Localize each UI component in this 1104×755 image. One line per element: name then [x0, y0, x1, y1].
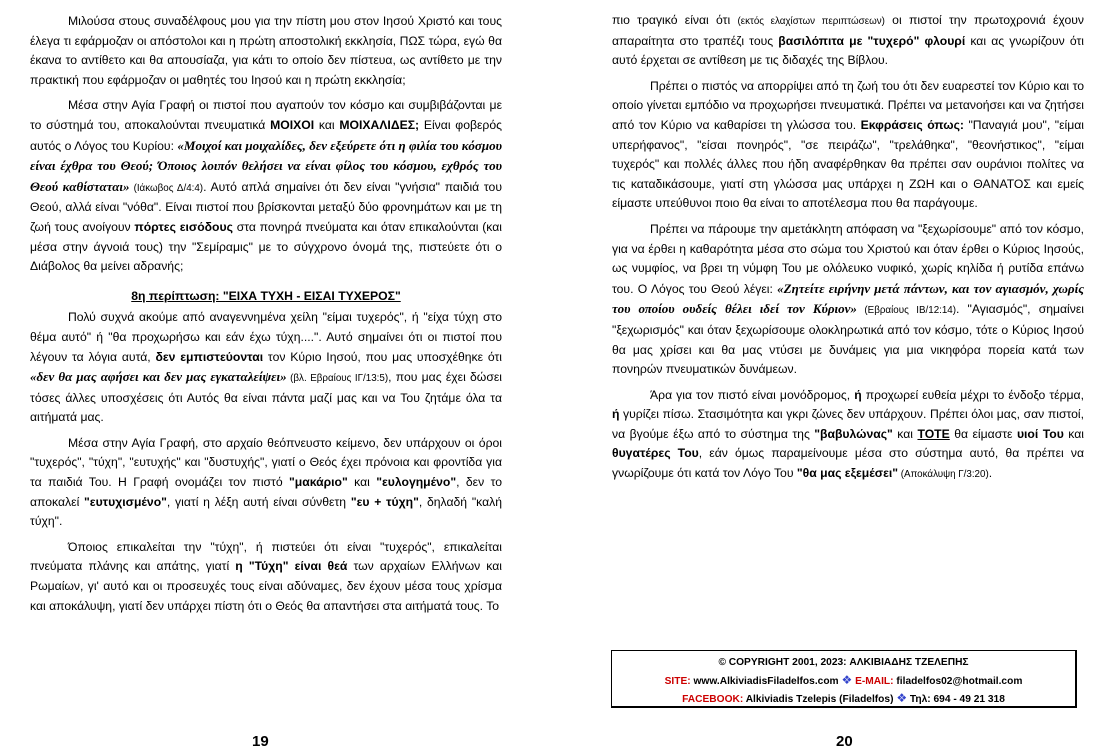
bold-text: "μακάριο": [289, 475, 348, 490]
paragraph-2: [612, 77, 1084, 214]
paragraph-4: [30, 434, 502, 532]
text: οι πιστοί την πρωτοχρονιά έχουν απαραίτητα στο τραπέζι τους: [612, 13, 1084, 48]
text: . Αυτό απλά σημαίνει ότι δεν είναι "γνήσια" παιδιά του Θεού, αλλά είναι "νόθα". Είναι πιστοί που βρίσκονται μεταξύ δύο φρονημάτων και με τη ζωή τους ανοίγουν: [30, 179, 502, 234]
text: στα πονηρά πνεύματα και όταν επικαλούνται (και μέσα στην άγνοιά τους) την "Σεμίραμις" με το σύγχρονο όνομά της, πιστεύετε ότι ο Διάβολος θα μείνει αδρανής;: [30, 219, 502, 274]
social-line: [612, 690, 1075, 709]
diamond-bullet-icon: ❖: [841, 672, 853, 687]
small-text: (εκτός ελαχίστων περιπτώσεων): [737, 16, 885, 27]
scripture-reference: (Αποκάλυψη Γ/3:20): [898, 469, 989, 481]
text: Πρέπει να πάρουμε την αμετάκλητη απόφαση να "ξεχωρίσουμε" από τον κόσμο, για να έρθει η καθαρότητα μέσα στο σώμα του Χριστού και όταν έρθει ο Κύριος Ιησούς, ως νυμφίος, να βρει τη νύμφη Του με ολόλευκο νυφικό, χωρίς κηλίδα ή ρυτίδα επάνω του. Ο Λόγος του Θεού λέγει:: [612, 221, 1084, 296]
email-link[interactable]: filadelfos02@hotmail.com: [896, 675, 1023, 687]
bold-text: "ευ + τύχη": [350, 494, 419, 509]
site-label: SITE:: [664, 675, 691, 687]
scripture-reference: (Ιάκωβος Δ/4:4): [129, 182, 204, 194]
text: και: [892, 426, 918, 441]
paragraph-3: [30, 308, 502, 428]
text: , που μας έχει δώσει τόσες άλλες υποσχέσεις ότι Αυτός θα είναι πάντα μαζί μας και να Του ζητάμε όλα τα αιτήματά μας.: [30, 370, 502, 425]
bold-text: "ευτυχισμένο": [84, 494, 167, 509]
right-page: [612, 11, 1084, 485]
text: , δηλαδή "καλή τύχη".: [30, 494, 503, 529]
text: Πολύ συχνά ακούμε από αναγεννημένα χείλη "είμαι τυχερός", ή "είχα τύχη στο θέμα αυτό" ή "θα προχωρήσω και εάν έχω τύχη....". Αυτό σημαίνει ότι οι πιστοί που λέγουν τα λόγια αυτά,: [30, 310, 502, 364]
paragraph-2: [30, 96, 502, 276]
bold-text: βασιλόπιτα με "τυχερό" φλουρί: [778, 33, 966, 48]
text: και ας γνωρίζουν ότι αυτό έρχεται σε αντίθεση με τις διδαχές της Βίβλου.: [612, 33, 1084, 68]
bold-text: υιοί Του: [1016, 426, 1064, 441]
bold-text: "θα μας εξεμέσει": [796, 466, 899, 481]
text: γυρίζει πίσω. Στασιμότητα και γκρι ζώνες δεν υπάρχουν. Πρέπει όλοι μας, σαν πιστοί, να βγούμε έξω από το σύστημα της: [612, 407, 1084, 441]
scripture-reference: (Εβραίους ΙΒ/12:14): [856, 305, 957, 317]
copyright-box: [611, 650, 1077, 708]
text: , γιατί η λέξη αυτή είναι σύνθετη: [166, 494, 351, 509]
text: Όποιος επικαλείται την "τύχη", ή πιστεύει ότι είναι "τυχερός", επικαλείται πνεύματα πλάνης και απάτης, γιατί: [30, 539, 502, 574]
bold-text: ΜΟΙΧΟΙ: [270, 117, 315, 132]
page-number: 19: [252, 733, 269, 750]
text: "Παναγιά μου", "είμαι υπερήφανος", "είσαι πονηρός", "σε πειράζω", "τρελάθηκα", "θεονήστικος", "είμαι τυχερός" και πολλές άλλες που ήδη αναφέρθηκαν θα πρέπει σαν ουράνιοι πολίτες να τις καταδικάσουμε, γιατί στη γλώσσα μας υπάρχει η ΖΩΗ και ο ΘΑΝΑΤΟΣ και εμείς είμαστε υπεύθυνοι ποιο θα είναι το αποτέλεσμα που θα παράγουμε.: [612, 117, 1084, 211]
text: , δεν το αποκαλεί: [30, 475, 502, 509]
text: θα είμαστε: [949, 426, 1017, 441]
text: τον Κύριο Ιησού, που μας υποσχέθηκε ότι: [263, 349, 502, 364]
paragraph-continuation: [612, 11, 1084, 71]
copyright-line: © COPYRIGHT 2001, 2023: ΑΛΚΙΒΙΑΔΗΣ ΤΖΕΛΕΠΗΣ: [718, 657, 969, 668]
text: Μέσα στην Αγία Γραφή οι πιστοί που αγαπούν τον κόσμο και συμβιβάζονται με το σύστημά του, αποκαλούνται πνευματικά: [30, 98, 502, 132]
text: Άρα για τον πιστό είναι μονόδρομος,: [650, 387, 855, 402]
facebook-link[interactable]: Alkiviadis Tzelepis (Filadelfos): [745, 694, 894, 705]
paragraph-3: [612, 220, 1084, 380]
section-heading: 8η περίπτωση: "ΕΙΧΑ ΤΥΧΗ - ΕΙΣΑΙ ΤΥΧΕΡΟΣ": [131, 288, 401, 303]
text: Μέσα στην Αγία Γραφή, στο αρχαίο θεόπνευστο κείμενο, δεν υπάρχουν οι όροι "τυχερός", "τύχη", "ευτυχής" και "δυστυχής", γιατί ο Θεός έχει πρόνοια και φροντίδα για τα παιδιά Του. Η Γραφή ονομάζει τον πιστό: [30, 435, 502, 490]
paragraph-1: Μιλούσα στους συναδέλφους μου για την πίστη μου στον Ιησού Χριστό και τους έλεγα τι εφάρμοζαν οι απόστολοι και η πρώτη αποστολική εκκλησία, ΠΩΣ τώρα, εγώ θα έκανα το αντίθετο και θα απουσίαζα, για κάτι το οποίο δεν πίστευα, ως αντίθετο με την πρακτική που εφάρμοζαν οι μαθητές του Ιησού και η πρώτη εκκλησία;: [30, 14, 502, 87]
text: και: [347, 475, 377, 490]
bold-text: "ευλογημένο": [376, 475, 457, 490]
diamond-bullet-icon: ❖: [896, 691, 908, 705]
text: και: [314, 117, 340, 132]
facebook-label: FACEBOOK:: [682, 694, 744, 705]
scripture-quote: «Ζητείτε ειρήνην μετά πάντων, και τον αγιασμόν, χωρίς του οποίου ουδείς θέλει ιδεί τον Κύριον»: [612, 280, 1084, 317]
text: πιο τραγικό είναι ότι: [612, 13, 738, 27]
text: προχωρεί ευθεία μέχρι το ένδοξο τέρμα,: [861, 387, 1084, 402]
bold-text: ή: [612, 407, 620, 422]
scripture-reference: (βλ. Εβραίους ΙΓ/13:5): [286, 373, 389, 385]
scripture-quote: «Μοιχοί και μοιχαλίδες, δεν εξεύρετε ότι η φιλία του κόσμου είναι έχθρα του Θεού; Όποιος λοιπόν θελήσει να είναι φίλος του κόσμου, εχθρός του Θεού καθίσταται»: [30, 137, 503, 194]
phone-number: Τηλ: 694 - 49 21 318: [909, 694, 1005, 705]
site-link[interactable]: www.AlkiviadisFiladelfos.com: [693, 675, 839, 687]
text: , εάν όμως παραμείνουμε μέσα στο σύστημα αυτό, θα πρέπει να γνωρίζουμε ότι κατά τον Λόγο Του: [612, 446, 1084, 481]
bold-text: ΜΟΙΧΑΛΙΔΕΣ;: [339, 117, 420, 132]
bold-text: ή: [854, 387, 862, 402]
bold-text: θυγατέρες Του: [612, 446, 699, 461]
paragraph-5: [30, 538, 502, 616]
bold-text: Εκφράσεις όπως:: [860, 117, 964, 132]
bold-text: πόρτες εισόδους: [134, 219, 233, 234]
text: Είναι φοβερός αυτός ο Λόγος του Κυρίου:: [30, 117, 502, 153]
text: και: [1063, 426, 1084, 441]
text: .: [988, 466, 993, 481]
text: των αρχαίων Ελλήνων και Ρωμαίων, γι' αυτό και οι προσευχές τους είναι αδύναμες, δεν έχουν μέσα τους χρίσμα και αποκάλυψη, γιατί δεν υπάρχει πίστη ότι ο Θεός θα απαντήσει στα αιτήματά τους. Το: [30, 559, 502, 613]
left-page: [30, 12, 502, 616]
page-number: 20: [836, 733, 853, 750]
bold-text: δεν εμπιστεύονται: [155, 349, 264, 364]
bold-text: η "Τύχη" είναι θεά: [235, 559, 348, 574]
bold-text: "βαβυλώνας": [814, 426, 893, 441]
text: Πρέπει ο πιστός να απορρίψει από τη ζωή του ότι δεν ευαρεστεί τον Κύριο και το οποίο γίνεται εμπόδιο να προχωρήσει πνευματικά. Πρέπει να μετανοήσει και να ζητήσει από τον Κύριο να καθαρίσει τη γλώσσα του.: [612, 78, 1084, 132]
contact-line: [612, 672, 1075, 691]
email-label: E-MAIL:: [855, 675, 894, 687]
text: . "Αγιασμός", σημαίνει "ξεχωρισμός" και όταν ξεχωρίσουμε ολοκληρωτικά από τον κόσμο, τότε ο Κύριος Ιησού θα μας χρίσει και θα μας ντύσει με δυνάμεις για μια νικηφόρα πορεία κατά των πονηρών πνευματικών δυνάμεων.: [612, 302, 1084, 377]
underlined-text: ΤΟΤΕ: [917, 426, 950, 441]
scripture-quote: «δεν θα μας αφήσει και δεν μας εγκαταλείψει»: [30, 369, 287, 385]
paragraph-4: [612, 386, 1084, 485]
